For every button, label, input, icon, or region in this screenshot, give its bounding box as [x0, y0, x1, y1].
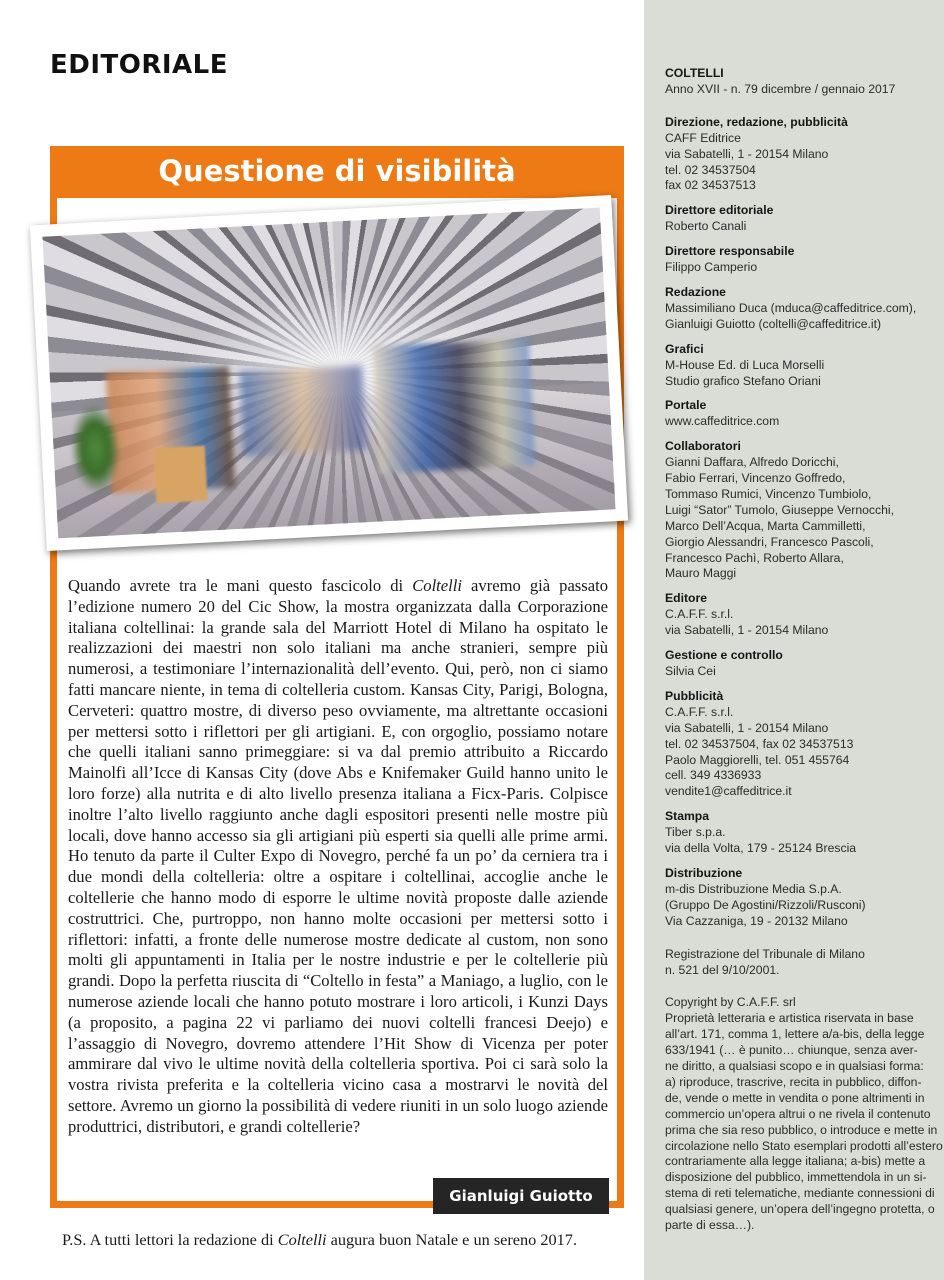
masthead-block — [665, 591, 930, 639]
masthead-block — [665, 285, 930, 333]
copyright-line: all’art. 171, comma 1, lettere a/a-bis, della legge — [665, 1027, 925, 1042]
masthead-line: C.A.F.F. s.r.l. — [665, 607, 734, 622]
copyright-line: ne diritto, a qualsiasi scopo e in qualsiasi forma: — [665, 1059, 924, 1074]
masthead-block — [665, 342, 930, 390]
masthead-line: tel. 02 34537504 — [665, 162, 756, 177]
copyright-line: stema di reti telematiche, mediante connessioni di — [665, 1186, 935, 1201]
masthead-line: via della Volta, 179 - 25124 Brescia — [665, 841, 857, 856]
masthead-block-title: Stampa — [665, 809, 710, 824]
masthead-block — [665, 203, 930, 235]
masthead-line: Gianluigi Guiotto (coltelli@caffeditrice.it) — [665, 316, 882, 331]
masthead-line: via Sabatelli, 1 - 20154 Milano — [665, 146, 829, 161]
masthead-line: Massimiliano Duca (mduca@caffeditrice.com), — [665, 300, 917, 315]
masthead-block-title: Direttore editoriale — [665, 203, 774, 218]
masthead-line: Tommaso Rumici, Vincenzo Tumbiolo, — [665, 486, 872, 501]
masthead-line: tel. 02 34537504, fax 02 34537513 — [665, 736, 854, 751]
magazine-name: Coltelli — [277, 1230, 327, 1249]
masthead-block-title: Pubblicità — [665, 688, 724, 703]
copyright-line: prima che sia reso pubblico, o introduce e mette in — [665, 1122, 938, 1137]
masthead-line: Fabio Ferrari, Vincenzo Goffredo, — [665, 471, 846, 486]
postscript: P.S. A tutti lettori la redazione di Coltelli augura buon Natale e un sereno 2017. — [62, 1230, 578, 1249]
article-photo — [30, 195, 628, 551]
masthead-line: M-House Ed. di Luca Morselli — [665, 357, 825, 372]
copyright-line: qualsiasi genere, un’opera dell’ingegno protetta, o — [665, 1202, 935, 1217]
masthead-block-title: Direzione, redazione, pubblicità — [665, 114, 848, 129]
copyright-line: commercio un’opera altrui o ne rivela il contenuto — [665, 1106, 931, 1121]
masthead-block — [665, 439, 930, 582]
masthead-block-title: Portale — [665, 398, 707, 413]
copyright-line: Copyright by C.A.F.F. srl — [665, 995, 796, 1010]
masthead-block-title: Gestione e controllo — [665, 648, 783, 663]
masthead-line: via Sabatelli, 1 - 20154 Milano — [665, 720, 829, 735]
article-body: Quando avrete tra le mani questo fascicolo di Coltelli avremo già passato l’edizione numero 20 del Cic Show, la mostra organizzata dalla Corporazione italiana coltellinai: la grande sala del Marriott Hotel di Milano ha ospitato le realizzazioni dei maestri non solo italiani ma anche stranieri, sempre più numerosi, a testimoniare l’internazionalità dell’evento. Qui, però, non ci siamo fatti mancare niente, in tema di coltelleria custom. Kansas City, Parigi, Bologna, Cerveteri: quattro mostre, di diverso peso ovviamente, ma altrettante occasioni per mettersi sotto i riflettori per gli artigiani. E, con orgoglio, possiamo notare che quelli italiani sanno primeggiare: si va dal premio attribuito a Riccardo Mainolfi all’Icce di Kansas City (dove Abs e Knifemaker Guild hanno unito le loro forze) alla nutrita e di alto livello presenza italiana a Ficx-Paris. Colpisce inoltre l’alto livello raggiunto anche dagli espositori presenti nelle mostre più locali, dove hanno accesso sia gli artigiani più esperti sia quelli alle prime armi. Ho tenuto da parte il Culter Expo di Novegro, perché fa un po’ da cerniera tra i due mondi della coltelleria: oltre a ospitare i coltellinai, accoglie anche le coltellerie che hanno modo di esporre le ultime novità proposte dalle aziende costruttrici. Che, purtroppo, non hanno molte occasioni per mettersi sotto i riflettori: infatti, a fronte delle numerose mostre dedicate al custom, non sono molti gli appuntamenti in Italia per le nostre industrie e per le coltellerie più grandi. Dopo la perfetta riuscita di “Coltello in festa” a Maniago, a luglio, con le numerose aziende locali che hanno potuto mostrare i loro articoli, i Kunzi Days (a proposito, a pagina 22 vi parliamo dei nuovi coltelli francesi Deejo) e l’assaggio di Novegro, dovremo attendere l’Hit Show di Vicenza per poter ammirare dal vivo le ultime novità della coltelleria sportiva. Poi ci sarà solo la vostra rivista preferita e la coltelleria vicino casa a mostrarvi le novità del settore. Avremo un giorno la possibilità di vedere riuniti in un solo luogo aziende produttrici, distributori, e grandi coltellerie? — [68, 576, 608, 1136]
masthead-line: Francesco Pachì, Roberto Allara, — [665, 550, 844, 565]
masthead-block — [665, 398, 930, 430]
publication-name: COLTELLI — [665, 66, 724, 80]
copyright-line: contrariamente alla legge italiana; a-bis) mette a — [665, 1154, 926, 1169]
masthead-sidebar — [644, 0, 944, 1280]
masthead-line: via Sabatelli, 1 - 20154 Milano — [665, 623, 829, 638]
magazine-name: Coltelli — [412, 576, 462, 595]
masthead-line: fax 02 34537513 — [665, 178, 756, 193]
masthead-line: Giorgio Alessandri, Francesco Pascoli, — [665, 534, 874, 549]
copyright-line: de, vende o mette in vendita o pone altrimenti in — [665, 1090, 925, 1105]
trade-show-image — [42, 208, 615, 539]
masthead-line: m-dis Distribuzione Media S.p.A. — [665, 881, 842, 896]
masthead-line: Studio grafico Stefano Oriani — [665, 373, 821, 388]
masthead-line: Via Cazzaniga, 19 - 20132 Milano — [665, 913, 848, 928]
masthead-block — [665, 689, 930, 800]
copyright-line: a) riproduce, trascrive, recita in pubblico, diffon- — [665, 1074, 922, 1089]
masthead-block-title: Grafici — [665, 341, 704, 356]
masthead-block — [665, 244, 930, 276]
masthead-line: Paolo Maggiorelli, tel. 051 455764 — [665, 752, 850, 767]
masthead-block-title: Direttore responsabile — [665, 244, 795, 259]
masthead-line: vendite1@caffeditrice.it — [665, 784, 792, 799]
masthead-line: Roberto Canali — [665, 219, 747, 234]
masthead-block — [665, 809, 930, 857]
copyright-note — [665, 995, 943, 1234]
masthead-line: Marco Dell’Acqua, Marta Cammilletti, — [665, 518, 866, 533]
masthead-block — [665, 648, 930, 680]
masthead-line: (Gruppo De Agostini/Rizzoli/Rusconi) — [665, 897, 866, 912]
copyright-line: disposizione del pubblico, immettendola in un si- — [665, 1170, 927, 1185]
masthead-block-title: Redazione — [665, 284, 726, 299]
masthead-line: www.caffeditrice.com — [665, 414, 780, 429]
masthead-line: Tiber s.p.a. — [665, 825, 726, 840]
masthead-line: cell. 349 4336933 — [665, 768, 762, 783]
section-header: EDITORIALE — [50, 50, 228, 80]
masthead-block-title: Editore — [665, 591, 707, 606]
masthead-line: Gianni Daffara, Alfredo Doricchi, — [665, 455, 839, 470]
masthead-line: C.A.F.F. s.r.l. — [665, 704, 734, 719]
masthead-block-title: Collaboratori — [665, 439, 741, 454]
registration-note: Registrazione del Tribunale di Milano n. 521 del 9/10/2001. — [665, 946, 865, 977]
masthead-line: CAFF Editrice — [665, 130, 741, 145]
article-title: Questione di visibilità — [158, 154, 516, 188]
masthead-line: Luigi “Sator” Tumolo, Giuseppe Vernocchi, — [665, 502, 894, 517]
masthead-line: Silvia Cei — [665, 664, 716, 678]
masthead-block — [665, 866, 930, 930]
copyright-line: parte di essa…). — [665, 1218, 755, 1233]
copyright-line: Proprietà letteraria e artistica riservata in base — [665, 1011, 914, 1026]
author-badge: Gianluigi Guiotto — [433, 1178, 609, 1214]
issue-info: Anno XVII - n. 79 dicembre / gennaio 2017 — [665, 81, 896, 96]
masthead-line: Filippo Camperio — [665, 260, 758, 275]
masthead-block — [665, 115, 930, 195]
masthead-line: Mauro Maggi — [665, 566, 737, 581]
masthead-block-title: Distribuzione — [665, 865, 743, 880]
copyright-line: circolazione nello Stato esemplari prodotti all’estero — [665, 1138, 943, 1153]
copyright-line: 633/1941 (… è punito… chiunque, senza aver- — [665, 1043, 918, 1058]
